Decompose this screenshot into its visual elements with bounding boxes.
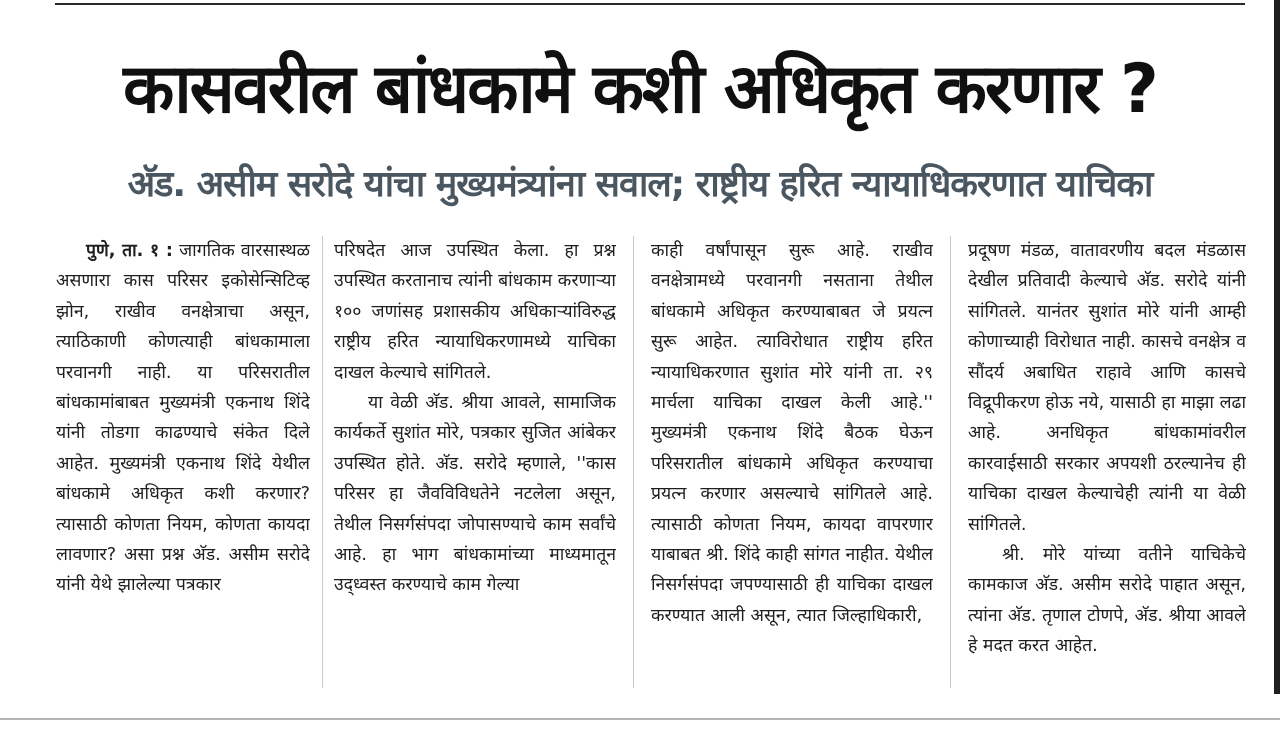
dateline: पुणे, ता. १ :	[86, 241, 173, 261]
article-body	[56, 236, 1246, 688]
subheadline: अ‍ॅड. असीम सरोदे यांचा मुख्यमंत्र्यांना सवाल; राष्ट्रीय हरित न्यायाधिकरणात याचिका	[127, 164, 1153, 205]
article-column-2	[334, 236, 616, 688]
column-4-paragraph-1: प्रदूषण मंडळ, वातावरणीय बदल मंडळास देखील प्रतिवादी केल्याचे अ‍ॅड. सरोदे यांनी सांगितले. यानंतर सुशांत मोरे यांनी आम्ही कोणाच्याही विरोधात नाही. कासचे वनक्षेत्र व सौंदर्य अबाधित राहावे आणि कासचे विद्रूपीकरण होऊ नये, यासाठी हा माझा लढा आहे. अनधिकृत बांधकामांवरील कारवाईसाठी सरकार अपयशी ठरल्यानेच ही याचिका दाखल केल्याचेही त्यांनी या वेळी सांगितले.	[968, 241, 1246, 535]
column-3-paragraph-1: काही वर्षांपासून सुरू आहे. राखीव वनक्षेत्रामध्ये परवानगी नसताना तेथील बांधकामे अधिकृत करण्याबाबत जे प्रयत्न सुरू आहेत. त्याविरोधात राष्ट्रीय हरित न्यायाधिकरणात सुशांत मोरे यांनी ता. २९ मार्चला याचिका दाखल केली आहे.'' मुख्यमंत्री एकनाथ शिंदे बैठक घेऊन परिसरातील बांधकामे अधिकृत करण्याचा प्रयत्न करणार असल्याचे सांगितले आहे. त्यासाठी कोणता नियम, कायदा वापरणार याबाबत श्री. शिंदे काही सांगत नाहीत. येथील निसर्गसंपदा जपण्यासाठी ही याचिका दाखल करण्यात आली असून, त्यात जिल्हाधिकारी,	[651, 241, 933, 626]
column-2-paragraph-1: परिषदेत आज उपस्थित केला. हा प्रश्न उपस्थित करतानाच त्यांनी बांधकाम करणाऱ्या १०० जणांसह प्रशासकीय अधिकाऱ्यांविरुद्ध राष्ट्रीय हरित न्यायाधिकरणामध्ये याचिका दाखल केल्याचे सांगितले.	[334, 241, 616, 383]
column-4-paragraph-2: श्री. मोरे यांच्या वतीने याचिकेचे कामकाज अ‍ॅड. असीम सरोदे पाहात असून, त्यांना अ‍ॅड. तृणाल टोणपे, अ‍ॅड. श्रीया आवले हे मदत करत आहेत.	[968, 545, 1246, 657]
column-divider	[633, 236, 634, 688]
top-rule	[55, 3, 1245, 5]
column-1-paragraph-1-text: जागतिक वारसास्थळ असणारा कास परिसर इकोसेन्सिटिव्ह झोन, राखीव वनक्षेत्राचा असून, त्याठिकाणी कोणत्याही बांधकामाला परवानगी नाही. या परिसरातील बांधकामांबाबत मुख्यमंत्री एकनाथ शिंदे यांनी तोडगा काढण्याचे संकेत दिले आहेत. मुख्यमंत्री एकनाथ शिंदे येथील बांधकामे अधिकृत कशी करणार? त्यासाठी कोणता नियम, कोणता कायदा लावणार? असा प्रश्न अ‍ॅड. असीम सरोदे यांनी येथे झालेल्या पत्रकार	[56, 241, 310, 596]
column-divider	[322, 236, 323, 688]
headline: कासवरील बांधकामे कशी अधिकृत करणार ?	[123, 50, 1157, 129]
article-column-3	[651, 236, 933, 688]
bottom-rule	[0, 718, 1280, 720]
column-divider	[950, 236, 951, 688]
article-column-4	[968, 236, 1246, 688]
article-column-1	[56, 236, 310, 688]
page-edge	[1274, 0, 1280, 694]
column-2-paragraph-2: या वेळी अ‍ॅड. श्रीया आवले, सामाजिक कार्यकर्ते सुशांत मोरे, पत्रकार सुजित आंबेकर उपस्थित होते. अ‍ॅड. सरोदे म्हणाले, ''कास परिसर हा जैवविविधतेने नटलेला असून, तेथील निसर्गसंपदा जोपासण्याचे काम सर्वांचे आहे. हा भाग बांधकामांच्या माध्यमातून उद्‌ध्वस्त करण्याचे काम गेल्या	[334, 393, 616, 596]
column-1-paragraph-1	[56, 236, 310, 601]
